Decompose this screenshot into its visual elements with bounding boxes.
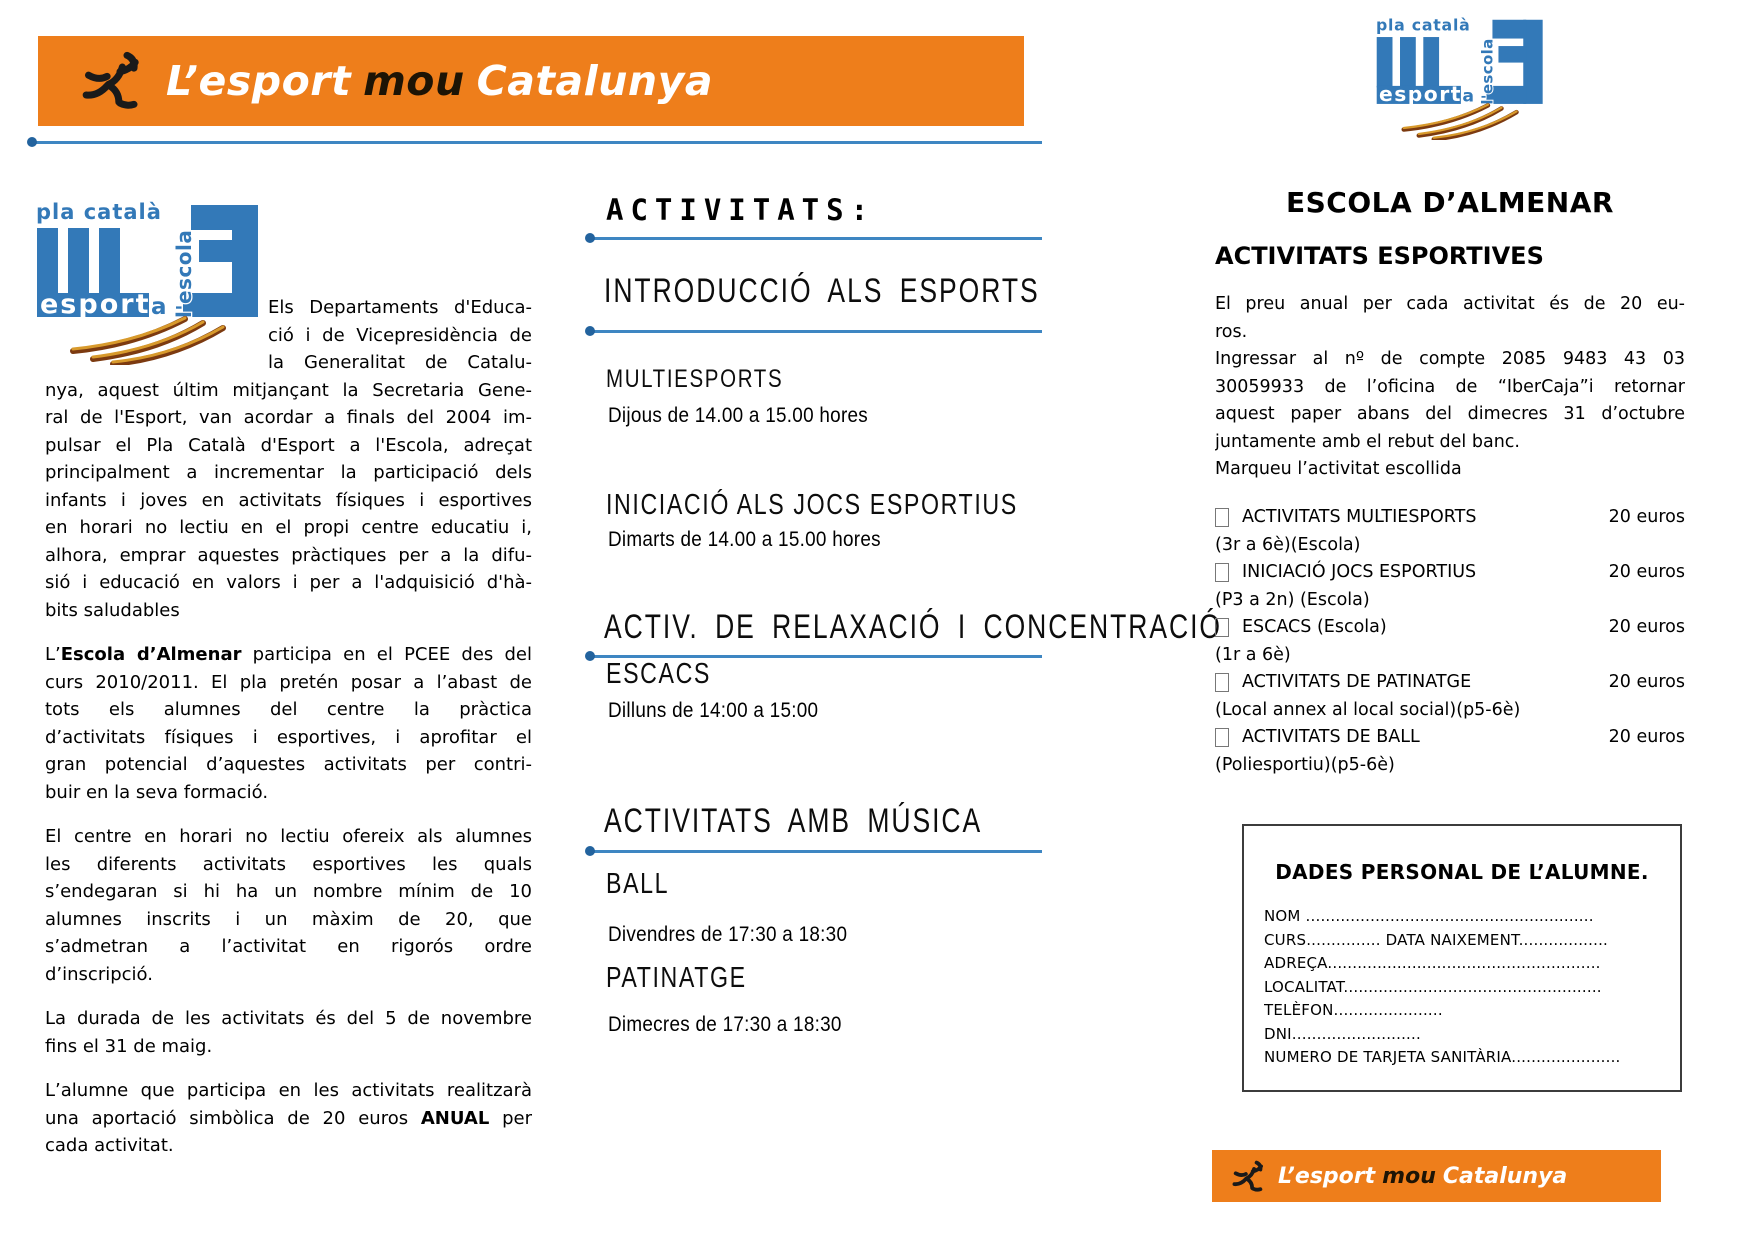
activity-time: Dilluns de 14:00 a 15:00 — [608, 699, 819, 722]
activity-name: ESCACS — [606, 658, 712, 690]
form-field-line: ADREÇA....................................................... — [1264, 954, 1601, 972]
text-line: ral de l'Esport, van acordar a finals del 2004 im- — [45, 407, 532, 428]
text-line: tots els alumnes del centre la pràctica — [45, 699, 532, 720]
form-title: DADES PERSONAL DE L’ALUMNE. — [1275, 860, 1649, 884]
text-line: gran potencial d’aquestes activitats per contri- — [45, 754, 532, 775]
text-line: s’admetran a l’activitat en rigorós ordre — [45, 936, 532, 957]
activity-note: (Local annex al local social)(p5-6è) — [1215, 699, 1521, 720]
text-line: alumnes inscrits i un màxim de 20, que — [45, 908, 532, 930]
activity-price: 20 euros — [1608, 727, 1685, 747]
checkbox[interactable] — [1215, 728, 1229, 747]
pcee-logo-small — [1375, 16, 1543, 140]
text-line: L’alumne que participa en les activitats realitzarà — [45, 1080, 532, 1101]
form-field-line: TELÈFON...................... — [1264, 1001, 1443, 1019]
text-line: El preu anual per cada activitat és de 20 eu- — [1215, 294, 1685, 314]
text-line: ros. — [1215, 321, 1248, 342]
text-line: sió i educació en valors i per a l'adquisició d'hà- — [45, 572, 532, 593]
text-line: Marqueu l’activitat escollida — [1215, 459, 1462, 479]
activity-note: (Poliesportiu)(p5-6è) — [1215, 754, 1395, 775]
activity-note: (P3 a 2n) (Escola) — [1215, 589, 1370, 610]
activity-name: BALL — [606, 868, 670, 900]
divider-line — [588, 330, 1042, 333]
left-column — [45, 294, 532, 1177]
activity-checkbox-list — [1215, 504, 1685, 779]
bottom-banner — [1212, 1150, 1661, 1202]
brand-lesport: L’esport — [166, 57, 352, 105]
text-line: cada activitat. — [45, 1135, 174, 1156]
form-fields — [1244, 905, 1680, 1070]
text-line: alhora, emprar aquestes pràctiques per a la difu- — [45, 544, 532, 566]
top-banner — [38, 36, 1024, 126]
text-line: aquest paper abans del dimecres 31 d’octubre — [1215, 404, 1685, 424]
activity-option-row — [1215, 559, 1685, 614]
activity-price: 20 euros — [1608, 672, 1685, 692]
text-line: d’inscripció. — [45, 963, 153, 985]
body-paragraph — [268, 294, 532, 377]
text-line: 30059933 de l’oficina de “IberCaja”i retornar — [1215, 376, 1685, 397]
text-line: les diferents activitats esportives les quals — [45, 853, 532, 875]
section-title: ACTIVITATS AMB MÚSICA — [604, 802, 983, 840]
divider-dot — [585, 651, 595, 661]
text-line: principalment a incrementar la participació dels — [45, 462, 532, 483]
text-line: L’Escola d’Almenar participa en el PCEE des del — [45, 644, 532, 665]
text-line: juntamente amb el rebut del banc. — [1215, 431, 1520, 452]
activity-option-row — [1215, 724, 1685, 779]
brand-catalunya: Catalunya — [476, 57, 713, 105]
form-field-line: NUMERO DE TARJETA SANITÀRIA...................... — [1264, 1048, 1621, 1066]
text-line: bits saludables — [45, 599, 180, 621]
runner-icon — [1230, 1159, 1268, 1194]
body-paragraph — [45, 1005, 532, 1060]
checkbox[interactable] — [1215, 508, 1229, 527]
divider-line — [30, 141, 1042, 144]
activity-label: ACTIVITATS MULTIESPORTS — [1242, 507, 1477, 527]
text-line: la Generalitat de Catalu- — [268, 352, 532, 373]
activity-label: INICIACIÓ JOCS ESPORTIUS — [1242, 562, 1477, 582]
activity-name: INICIACIÓ ALS JOCS ESPORTIUS — [606, 489, 1018, 521]
divider-dot — [27, 137, 37, 147]
activity-price: 20 euros — [1608, 562, 1685, 582]
text-line: ció i de Vicepresidència de — [268, 324, 532, 346]
divider-dot — [585, 233, 595, 243]
form-field-line: DNI.......................... — [1264, 1024, 1421, 1043]
activity-name: MULTIESPORTS — [606, 365, 784, 393]
activity-time: Dimarts de 14.00 a 15.00 hores — [608, 528, 881, 551]
school-title: ESCOLA D’ALMENAR — [1286, 186, 1614, 219]
checkbox[interactable] — [1215, 563, 1229, 582]
text-line: Ingressar al nº de compte 2085 9483 43 03 — [1215, 349, 1685, 369]
body-paragraph — [45, 641, 532, 806]
text-line: curs 2010/2011. El pla pretén posar a l’abast de — [45, 671, 532, 693]
text-line: pulsar el Pla Català d'Esport a l'Escola, adreçat — [45, 434, 532, 456]
brand-lesport: L’esport — [1278, 1163, 1376, 1189]
activities-heading: ACTIVITATS: — [606, 193, 876, 227]
runner-icon — [78, 49, 148, 113]
activity-option-row — [1215, 614, 1685, 669]
activity-note: (3r a 6è)(Escola) — [1215, 534, 1361, 555]
text-line: La durada de les activitats és del 5 de novembre — [45, 1008, 532, 1029]
form-field-line: NOM .......................................................... — [1264, 907, 1594, 925]
student-data-form — [1242, 824, 1682, 1092]
text-line: fins el 31 de maig. — [45, 1035, 213, 1057]
sport-activities-title: ACTIVITATS ESPORTIVES — [1215, 242, 1544, 270]
activity-time: Dijous de 14.00 a 15.00 hores — [608, 404, 869, 427]
text-line: s’endegaran si hi ha un nombre mínim de 10 — [45, 881, 532, 902]
text-line: Els Departaments d'Educa- — [268, 297, 532, 318]
checkbox[interactable] — [1215, 618, 1229, 637]
brand-mou: mou — [363, 57, 465, 105]
body-paragraph — [45, 823, 532, 988]
activity-time: Dimecres de 17:30 a 18:30 — [608, 1013, 842, 1036]
activity-price: 20 euros — [1608, 507, 1685, 527]
activity-time: Divendres de 17:30 a 18:30 — [608, 923, 848, 946]
text-line: en horari no lectiu en el propi centre educatiu i, — [45, 517, 532, 538]
body-paragraph — [45, 1077, 532, 1160]
payment-info-paragraph — [1215, 291, 1685, 484]
brand-text — [1278, 1164, 1567, 1189]
brand-text — [166, 57, 713, 105]
activity-option-row — [1215, 669, 1685, 724]
text-line: infants i joves en activitats físiques i esportives — [45, 489, 532, 511]
activity-name: PATINATGE — [606, 962, 747, 994]
form-field-line: LOCALITAT.................................................... — [1264, 977, 1602, 996]
brand-catalunya: Catalunya — [1442, 1163, 1568, 1189]
divider-dot — [585, 846, 595, 856]
body-paragraph — [45, 377, 532, 625]
activity-label: ESCACS (Escola) — [1242, 617, 1387, 637]
brand-mou: mou — [1382, 1163, 1436, 1189]
divider-line — [588, 237, 1042, 240]
checkbox[interactable] — [1215, 673, 1229, 692]
activity-note: (1r a 6è) — [1215, 644, 1291, 665]
section-title: INTRODUCCIÓ ALS ESPORTS — [604, 272, 1040, 310]
text-line: buir en la seva formació. — [45, 781, 269, 803]
activity-label: ACTIVITATS DE BALL — [1242, 727, 1420, 747]
activity-price: 20 euros — [1608, 617, 1685, 637]
text-line: El centre en horari no lectiu ofereix als alumnes — [45, 826, 532, 847]
text-line: una aportació simbòlica de 20 euros ANUAL per — [45, 1107, 532, 1129]
form-field-line: CURS............... DATA NAIXEMENT.................. — [1264, 930, 1609, 949]
activity-label: ACTIVITATS DE PATINATGE — [1242, 672, 1472, 692]
activity-option-row — [1215, 504, 1685, 559]
text-line: nya, aquest últim mitjançant la Secretaria Gene- — [45, 379, 532, 401]
section-title: ACTIV. DE RELAXACIÓ I CONCENTRACIÓ — [604, 608, 1223, 646]
text-line: d’activitats físiques i esportives, i aprofitar el — [45, 726, 532, 748]
divider-line — [588, 850, 1042, 853]
divider-dot — [585, 326, 595, 336]
